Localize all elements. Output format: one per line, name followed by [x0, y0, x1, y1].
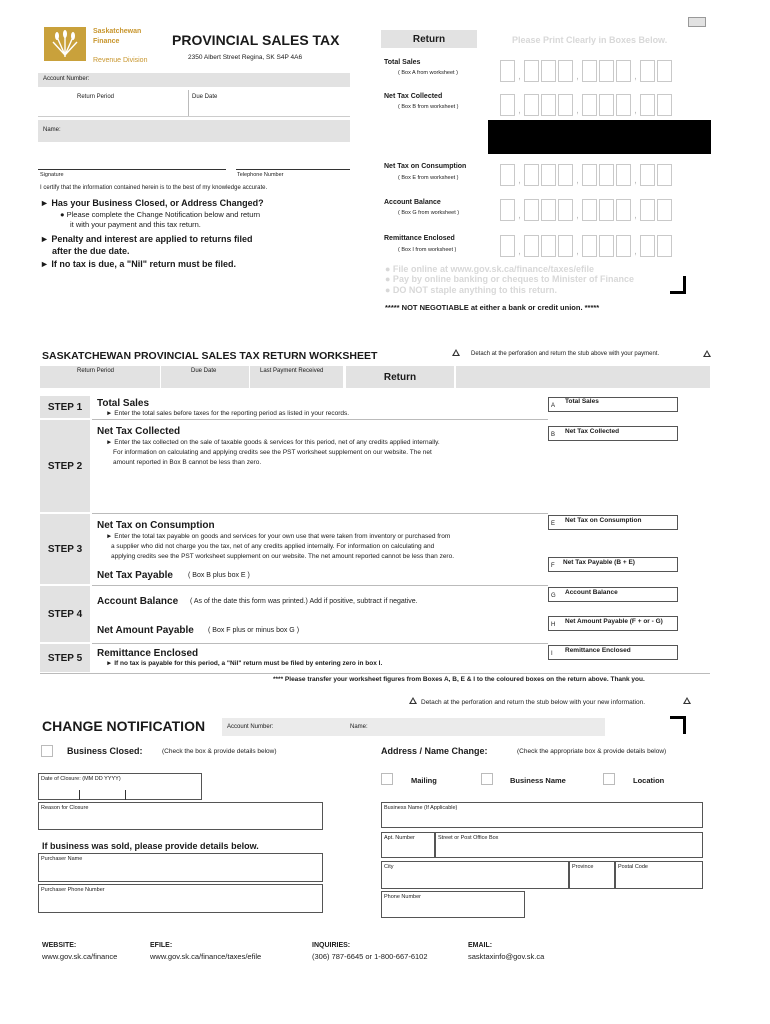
field-sub-balance: ( Box G from worksheet ) [398, 210, 460, 216]
purchaser-name-field[interactable] [38, 853, 323, 882]
step-1: STEP 1 [40, 396, 90, 418]
detach-text: Detach at the perforation and return the stub above with your payment. [471, 351, 660, 357]
detach-text-2: Detach at the perforation and return the stub below with your new information. [421, 699, 646, 706]
ws-net-amount-payable: Net Amount Payable [97, 625, 194, 636]
ws-due-date-label: Due Date [191, 368, 217, 374]
consumption-digits[interactable]: , , , [500, 160, 674, 186]
box-b-label: Net Tax Collected [565, 428, 620, 435]
postal-label: Postal Code [618, 864, 648, 870]
detach-triangle-left [452, 349, 460, 356]
box-g-label: Account Balance [565, 589, 618, 596]
ws-nap-note: ( Box F plus or minus box G ) [208, 627, 300, 634]
sk-logo [44, 27, 86, 61]
footer-website[interactable]: www.gov.sk.ca/finance [42, 952, 118, 961]
box-g-letter: G [551, 593, 556, 599]
ws-net-tax-payable: Net Tax Payable [97, 570, 173, 581]
footer-website-label: WEBSITE: [42, 942, 77, 949]
change-title: CHANGE NOTIFICATION [42, 718, 206, 734]
address-change-label: Address / Name Change: [381, 746, 488, 756]
return-period-label: Return Period [77, 94, 115, 100]
efile-line-3: ● DO NOT staple anything to this return. [385, 285, 557, 295]
box-e-label: Net Tax on Consumption [565, 517, 642, 524]
worksheet-title: SASKATCHEWAN PROVINCIAL SALES TAX RETURN WORKSHEET [42, 350, 378, 362]
apt-field[interactable] [381, 832, 435, 858]
footer-efile[interactable]: www.gov.sk.ca/finance/taxes/efile [150, 952, 262, 961]
balance-digits[interactable]: , , , [500, 195, 674, 221]
province-label: Province [572, 864, 594, 870]
box-h-label: Net Amount Payable (F + or - G) [565, 618, 663, 625]
province-field[interactable] [569, 861, 615, 889]
ws-net-tax-collected: Net Tax Collected [97, 426, 181, 437]
bullet-penalty-2: after the due date. [52, 246, 130, 256]
form-title: PROVINCIAL SALES TAX [172, 32, 340, 48]
address: 2350 Albert Street Regina, SK S4P 4A6 [188, 54, 303, 61]
detach-triangle-2-left [409, 697, 417, 704]
change-account-field[interactable] [222, 718, 605, 736]
footer-email-label: EMAIL: [468, 942, 493, 949]
footer-email[interactable]: sasktaxinfo@gov.sk.ca [468, 952, 545, 961]
location-checkbox[interactable] [603, 773, 615, 785]
step-5: STEP 5 [40, 644, 90, 672]
date-closure-label: Date of Closure: (MM DD YYYY) [41, 776, 121, 782]
ws-ntcons-desc-3: applying credits see the PST worksheet supplement on our website. The net amount reported cannot be less than zero. [111, 553, 455, 560]
brand-name: Saskatchewan [93, 28, 142, 35]
detach-triangle-2-right [683, 697, 691, 704]
apt-label: Apt. Number [384, 835, 415, 841]
ws-account-balance: Account Balance [97, 596, 179, 607]
account-number-label: Account Number: [43, 76, 90, 82]
ws-last-payment[interactable] [250, 366, 343, 388]
box-b-letter: B [551, 432, 556, 438]
bullet-complete: ● Please complete the Change Notification below and return [60, 210, 261, 219]
certify-text: I certify that the information contained herein is to the best of my knowledge accurate. [40, 185, 268, 191]
efile-line-2: ● Pay by online banking or cheques to Minister of Finance [385, 274, 634, 284]
box-i-label: Remittance Enclosed [565, 647, 631, 654]
ws-ntcons-desc-2: a supplier who did not charge you the tax, net of any credits applied internally. For information on calculating and [111, 543, 435, 550]
name-field[interactable] [38, 120, 350, 142]
ws-ntcons-desc-1: ► Enter the total tax payable on goods and services for your own use that were taken from inventory or purchased from [106, 533, 451, 540]
location-label: Location [633, 776, 665, 785]
ws-return-period-label: Return Period [77, 368, 115, 374]
mailing-label: Mailing [411, 776, 437, 785]
field-sub-total-sales: ( Box A from worksheet ) [398, 70, 458, 76]
field-sub-remittance: ( Box I from worksheet ) [398, 247, 457, 253]
step-3: STEP 3 [40, 514, 90, 584]
not-negotiable: ***** NOT NEGOTIABLE at either a bank or credit union. ***** [385, 303, 600, 312]
box-a-label: Total Sales [565, 398, 599, 405]
ws-last-payment-label: Last Payment Received [260, 368, 324, 374]
bullet-penalty: ► Penalty and interest are applied to returns filed [40, 234, 253, 244]
brand-sub: Finance [93, 38, 120, 45]
bullet-business-closed: ► Has your Business Closed, or Address Changed? [40, 198, 264, 208]
field-label-remittance: Remittance Enclosed [384, 235, 455, 242]
field-sub-net-tax: ( Box B from worksheet ) [398, 104, 459, 110]
due-date-label: Due Date [192, 94, 218, 100]
net-tax-digits[interactable]: , , , [500, 90, 674, 116]
street-field[interactable] [435, 832, 703, 858]
ws-total-sales: Total Sales [97, 398, 150, 409]
wheat-icon [44, 27, 86, 61]
field-label-balance: Account Balance [384, 199, 441, 206]
ws-ntc-desc-2: For information on calculating and applying credits see the PST worksheet supplement on our website. The net [113, 449, 432, 456]
postal-field[interactable] [615, 861, 703, 889]
business-name-label: Business Name [510, 776, 566, 785]
city-field[interactable] [381, 861, 569, 889]
reason-closure-field[interactable] [38, 802, 323, 830]
black-redaction-bar [488, 120, 711, 154]
ws-return-badge: Return [346, 366, 454, 388]
purchaser-phone-field[interactable] [38, 884, 323, 913]
transfer-note: **** Please transfer your worksheet figures from Boxes A, B, E & I to the coloured boxes on the return above. Thank you. [273, 676, 645, 683]
ws-remittance: Remittance Enclosed [97, 648, 199, 659]
box-i-letter: I [551, 651, 553, 657]
change-name-label: Name: [350, 724, 368, 730]
ws-due-date[interactable] [161, 366, 249, 388]
city-label: City [384, 864, 394, 870]
purchaser-phone-label: Purchaser Phone Number [41, 887, 105, 893]
reason-closure-label: Reason for Closure [41, 805, 89, 811]
sold-heading: If business was sold, please provide details below. [42, 841, 259, 851]
bullet-nil: ► If no tax is due, a "Nil" return must be filed. [40, 259, 236, 269]
field-label-net-tax: Net Tax Collected [384, 93, 443, 100]
ws-total-sales-desc: ► Enter the total sales before taxes for the reporting period as listed in your records. [106, 410, 350, 417]
business-name-field[interactable] [381, 802, 703, 828]
change-account-label: Account Number: [227, 724, 274, 730]
street-label: Street or Post Office Box [438, 835, 499, 841]
business-closed-label: Business Closed: [67, 746, 143, 756]
detach-triangle-right [703, 350, 711, 357]
remittance-digits[interactable]: , , , [500, 231, 674, 257]
ws-rem-desc: ► If no tax is payable for this period, a "Nil" return must be filed by entering zero in box I. [106, 660, 383, 667]
signature-label: Signature [40, 172, 64, 178]
business-closed-checkbox[interactable] [41, 745, 53, 757]
mailing-checkbox[interactable] [381, 773, 393, 785]
corner-bracket-top [670, 276, 686, 294]
ws-ntc-desc-1: ► Enter the tax collected on the sale of taxable goods & services for this period, net of any credits applied internally. [106, 439, 440, 446]
name-label: Name: [43, 127, 61, 133]
box-h-letter: H [551, 622, 556, 628]
business-name-checkbox[interactable] [481, 773, 493, 785]
corner-bracket-bottom [670, 716, 686, 734]
ws-return-period[interactable] [40, 366, 160, 388]
efile-line-1: ● File online at www.gov.sk.ca/finance/taxes/efile [385, 264, 595, 274]
ws-ntc-desc-3: amount reported in Box B cannot be less than zero. [113, 459, 262, 466]
total-sales-digits[interactable]: , , , [500, 56, 674, 82]
footer-inquiries-label: INQUIRIES: [312, 942, 351, 949]
bullet-return: it with your payment and this tax return. [70, 220, 201, 229]
box-f-label: Net Tax Payable (B + E) [563, 559, 635, 566]
field-label-consumption: Net Tax on Consumption [384, 163, 467, 170]
box-a-letter: A [551, 403, 556, 409]
account-number-field[interactable] [38, 73, 350, 87]
footer-inquiries: (306) 787-6645 or 1-800-667-6102 [312, 952, 428, 961]
date-closure-field[interactable] [38, 773, 202, 800]
ws-net-tax-consumption: Net Tax on Consumption [97, 520, 215, 531]
address-change-note: (Check the appropriate box & provide details below) [517, 748, 667, 755]
ws-ab-note: ( As of the date this form was printed.) Add if positive, subtract if negative. [190, 598, 418, 605]
phone-field[interactable] [381, 891, 525, 918]
box-f-letter: F [551, 563, 555, 569]
business-name-field-label: Business Name (If Applicable) [384, 805, 458, 811]
footer-efile-label: EFILE: [150, 942, 173, 949]
step-2: STEP 2 [40, 420, 90, 512]
corner-mark [688, 17, 706, 27]
ws-ntp-note: ( Box B plus box E ) [188, 572, 250, 579]
print-notice: Please Print Clearly in Boxes Below. [512, 35, 668, 45]
field-sub-consumption: ( Box E from worksheet ) [398, 175, 459, 181]
phone-label: Phone Number [384, 894, 421, 900]
telephone-label: Telephone Number [237, 172, 284, 178]
field-label-total-sales: Total Sales [384, 59, 421, 66]
purchaser-name-label: Purchaser Name [41, 856, 83, 862]
ws-header-fill [456, 366, 710, 388]
step-4: STEP 4 [40, 586, 90, 642]
division: Revenue Division [93, 57, 148, 64]
business-closed-note: (Check the box & provide details below) [162, 748, 277, 755]
return-badge: Return [381, 30, 477, 48]
box-e-letter: E [551, 521, 556, 527]
